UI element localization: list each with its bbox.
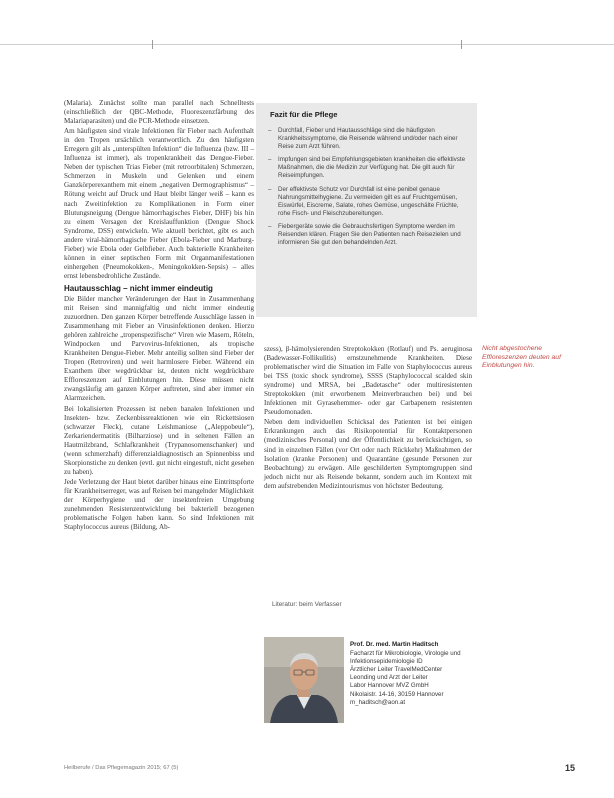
author-line: Nikolaistr. 14-16, 30159 Hannover	[350, 690, 444, 698]
summary-box-title: Fazit für die Pflege	[270, 110, 338, 119]
page-footer: Heilberufe / Das Pflegemagazin 2015; 67 (5)	[64, 765, 179, 771]
summary-item	[268, 127, 468, 151]
margin-note: Nicht abgestochene Effloreszenzen deuten auf Einblutungen hin.	[482, 345, 561, 369]
dash-bullet-icon: –	[268, 185, 272, 193]
body-paragraph: Jede Verletzung der Haut bietet darüber hinaus eine Eintrittspforte für Krankheitserreger, was auf Reisen bei mangelnder Möglichkeit der Körperhygiene und der insektenfreien Umgebung zunehmenden Resistenzentwicklung bei bakteriell bezogenen problematische Folgen haben kann. So sind Infektionen mit Staphylococcus aureus (Bildung, Ab-	[64, 477, 254, 532]
section-heading: Hautausschlag – nicht immer eindeutig	[64, 283, 213, 293]
author-email: m_haditsch@aon.at	[350, 698, 406, 706]
dash-bullet-icon: –	[268, 127, 272, 134]
summary-box-list	[268, 127, 468, 252]
author-line: Facharzt für Mikrobiologie, Virologie und Infektionsepidemiologie ID	[350, 650, 461, 666]
body-paragraph: Die Bilder mancher Veränderungen der Haut in Zusammenhang mit Reisen sind mannigfaltig und nicht immer eindeutig zuzuordnen. Den ganzen Körper betreffende Ausschläge lassen in Zusammenhang mit Fieber an Virusinfektionen denken. Hierzu gehören zahlreiche „tropenspezifische“ Viren wie Masern, Röteln, Windpocken und Parvovirus-Infektionen, als tropische Krankheiten Dengue-Fieber. Mehr anteilig sollten sind Fieber der Tropen (Retroviren) und weit harmlosere Fieber. Während ein Exanthem über wegdrückbar ist, deuten nicht wegdrückbare Effloreszenzen auf Einblutungen hin. Diese müssen nicht zwangsläufig am ganzen Körper auftreten, sind aber immer ein Alarmzeichen.	[64, 294, 254, 403]
summary-item	[268, 223, 468, 247]
author-block	[264, 637, 484, 737]
article-column-right	[264, 345, 472, 492]
author-info	[350, 641, 486, 707]
author-photo	[264, 637, 344, 723]
crop-mark	[152, 40, 153, 49]
body-paragraph: (Malaria). Zunächst sollte man parallel nach Schnelltests (einschließlich der QBC-Methode, Fluoreszenzfärbung des Malariaparasiten) und die PCR-Methode einsetzen.	[64, 99, 254, 126]
summary-item-text: Impfungen sind bei Empfehlungsgebieten krankheiten die effektivste Maßnahmen, die die Medizin zur Verfügung hat. Die gilt auch für Reiseimpfungen.	[278, 156, 466, 180]
author-portrait-icon	[264, 637, 344, 723]
literature-note: Literatur: beim Verfasser	[272, 601, 342, 608]
author-line: Leonding und Arzt der Leiter	[350, 674, 428, 682]
summary-item-text: Der effektivste Schutz vor Durchfall ist eine penibel genaue Nahrungsmittelhygiene. Zu vermeiden gilt es auf Fruchtgemüsen, Eiswürfel, Eiscreme, Salate, rohes Gemüse, ungeschälte Früchte, rohe Fisch- und Fleischzubereitungen.	[278, 185, 459, 217]
summary-box	[256, 103, 477, 317]
author-line: Ärztlicher Leiter TravelMedCenter	[350, 666, 443, 674]
page-number: 15	[565, 763, 576, 773]
crop-mark	[461, 40, 462, 49]
summary-item	[268, 156, 468, 180]
summary-item	[268, 186, 468, 218]
author-name: Prof. Dr. med. Martin Haditsch	[350, 641, 439, 648]
dash-bullet-icon: –	[268, 222, 272, 230]
body-paragraph: Bei lokalisierten Prozessen ist neben banalen Infektionen und Insekten- bzw. Zeckenbissreaktionen wie ein Rickettsiosen (schwarzer Fleck), cutane Leishmaniose („Aleppobeule“), Zerkariendermatitis (Bilharziose) und in seltenen Fällen an Hautmilzbrand, Schlafkrankheit (Trypanosomenschanker) und (wenn schmerzhaft) differenzialdiagnostisch an Spinnenbiss und Skorpionstiche zu denken (evtl. gut nicht eingestuft, nicht gesehen zu haben).	[64, 404, 254, 476]
body-paragraph: Neben dem individuellen Schicksal des Patienten ist bei einigen Erkrankungen auch das Risikopotential für Kontaktpersonen (medizinisches Personal) und der Öffentlichkeit zu berücksichtigen, so sind in einzelnen Fällen (vor Ort oder nach Rückkehr) Maßnahmen der Isolation (kranke Personen) und Quarantäne (gesunde Personen zur Beobachtung) zu erwägen. Alle geschilderten Symptomgruppen sind jedoch nicht nur als Reisende bekannt, sondern auch im Kontext mit dem aufstrebenden Medizintourismus von höchster Bedeutung.	[264, 418, 472, 490]
author-line: Labor Hannover MVZ GmbH	[350, 682, 429, 690]
dash-bullet-icon: –	[268, 156, 272, 164]
page-top-rule	[0, 44, 614, 45]
summary-item-text: Fiebergeräte sowie die Gebrauchsfertigen Symptome werden im Reisenden klären. Fragen Sie den Patienten nach Reisezielen und informieren Sie gut den behandelnden Arzt.	[278, 222, 461, 247]
article-column-left	[64, 99, 254, 533]
body-paragraph: szess), β-hämolysierenden Streptokokken (Rotlauf) und Ps. aeruginosa (Badewasser-Follikulitis) ernstzunehmende Krankheiten. Diese problematischer wird die Situation im Falle von Staphylococcus aureus bei TSS (toxic shock syndrome), SSSS (Staphylococcal scalded skin syndrome) und MRSA, bei „Badetasche“ oder multiresistenten Streptokokken (mit erworbenem Meinverbrauchen bei) und bei Infektionen mit Gyrasehemmer- oder gar Carbapenem resistenten Pseudomonaden.	[264, 345, 472, 417]
body-paragraph: Am häufigsten sind virale Infektionen für Fieber nach Aufenthalt in den Tropen ursächlich verantwortlich. Zu den häufigsten Erregern gilt als „unterspülten Infektion“ die Influenza (bzw. III – Influenza ist immer), als tropenkrankheit das Dengue-Fieber. Neben der typischen Trias Fieber (mit retroorbitalen) Schmerzen, Schmerzen in Muskeln und Gelenken und einem Ganzkörperexanthem mit einem „negativen Dermographismus“ – Rötung weicht auf Druck und Haut bleibt länger weiß – kann es nach Zweitinfektion zu Komplikationen in Form einer Blutungsneigung (Dengue hämorrhagisches Fieber, DHF) bis hin zu einem Versagen der Kreislauffunktion (Dengue Shock Syndrome, DSS) entwickeln. Wie aktuell berichtet, gibt es auch andere viral-hämorrhagische Fieber (Ebola-Fieber und Marburg-Fieber) wie Ebola oder Gelbfieber. Auch bakterielle Krankheiten können in einer septischen Form mit Organmanifestationen einhergehen (Pneumokokken-, Meningokokken-Sepsis) – alles ernst lebensbedrohliche Zustände.	[64, 127, 254, 280]
summary-item-text: Durchfall, Fieber und Hautausschläge sind die häufigsten Krankheitssymptome, die Reisende während und/oder nach einer Reise zum Arzt führen.	[278, 127, 458, 151]
